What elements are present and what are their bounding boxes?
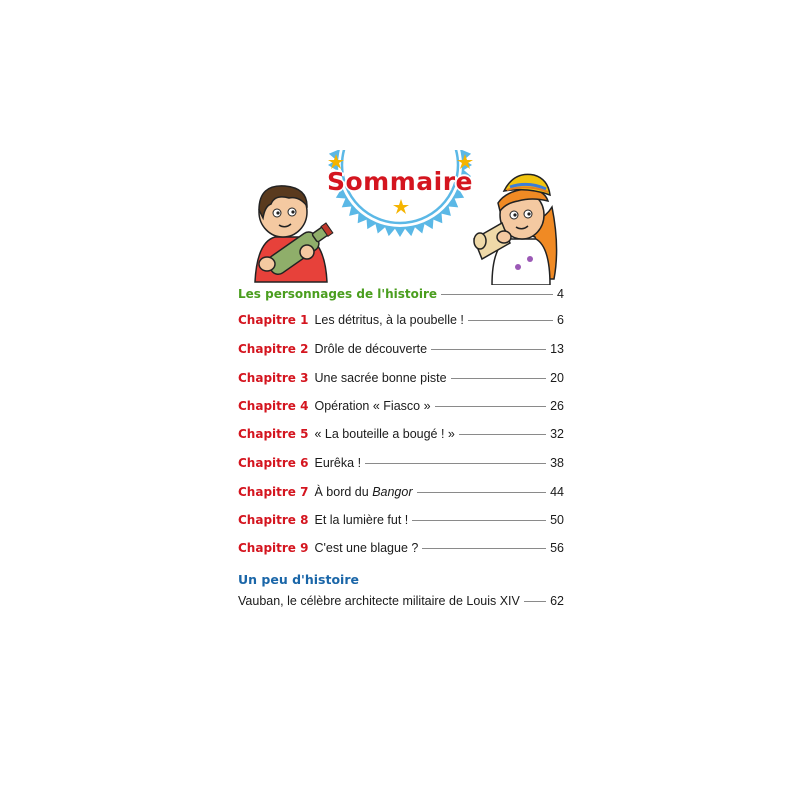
chapter-label: Chapitre 9 <box>238 541 309 555</box>
page-number: 56 <box>550 541 564 555</box>
chapter-title: Opération « Fiasco » <box>314 399 431 413</box>
chapter-label: Chapitre 4 <box>238 399 309 413</box>
dot-leader <box>441 294 553 295</box>
toc-row-history[interactable] <box>238 594 564 612</box>
page-number: 62 <box>550 594 564 608</box>
chapter-title: C'est une blague ? <box>314 541 419 555</box>
page-number: 13 <box>550 342 564 356</box>
page-title: Sommaire <box>326 167 473 196</box>
page-number: 6 <box>557 313 564 327</box>
chapter-title-italic: Bangor <box>372 485 413 499</box>
history-title: Vauban, le célèbre architecte militaire de Louis XIV <box>238 594 520 608</box>
page-number: 32 <box>550 427 564 441</box>
page-number: 50 <box>550 513 564 527</box>
dot-leader <box>422 548 546 549</box>
chapter-label: Chapitre 3 <box>238 371 309 385</box>
page-number: 38 <box>550 456 564 470</box>
chapter-title: Drôle de découverte <box>314 342 428 356</box>
chapter-title-text: À bord du <box>314 485 369 499</box>
toc-row-chapter-9[interactable] <box>238 541 564 559</box>
toc-row-chapter-6[interactable] <box>238 456 564 474</box>
chapter-label: Chapitre 2 <box>238 342 309 356</box>
toc-row-chapter-2[interactable] <box>238 342 564 360</box>
toc-row-chapter-1[interactable] <box>238 313 564 331</box>
dot-leader <box>365 463 546 464</box>
chapter-label: Chapitre 5 <box>238 427 309 441</box>
toc-intro-row[interactable] <box>238 287 564 305</box>
chapter-label: Chapitre 6 <box>238 456 309 470</box>
intro-label: Les personnages de l'histoire <box>238 287 438 301</box>
dot-leader <box>524 601 546 602</box>
toc-row-chapter-7[interactable] <box>238 485 564 503</box>
chapter-title: Eurêka ! <box>314 456 362 470</box>
dot-leader <box>412 520 546 521</box>
girl-illustration <box>470 167 560 285</box>
chapter-label: Chapitre 1 <box>238 313 309 327</box>
page-number: 26 <box>550 399 564 413</box>
dot-leader <box>431 349 546 350</box>
page-number: 20 <box>550 371 564 385</box>
dot-leader <box>435 406 547 407</box>
toc-row-chapter-5[interactable] <box>238 427 564 445</box>
boy-illustration <box>245 182 335 287</box>
dot-leader <box>417 492 547 493</box>
page-number: 44 <box>550 485 564 499</box>
chapter-label: Chapitre 8 <box>238 513 309 527</box>
dot-leader <box>451 378 547 379</box>
chapter-title <box>314 485 412 499</box>
toc-row-chapter-8[interactable] <box>238 513 564 531</box>
chapter-title: « La bouteille a bougé ! » <box>314 427 455 441</box>
chapter-title: Les détritus, à la poubelle ! <box>314 313 464 327</box>
chapter-label: Chapitre 7 <box>238 485 309 499</box>
toc-row-chapter-3[interactable] <box>238 371 564 389</box>
chapter-title: Et la lumière fut ! <box>314 513 409 527</box>
page-number: 4 <box>557 287 564 301</box>
chapter-title: Une sacrée bonne piste <box>314 371 447 385</box>
history-heading: Un peu d'histoire <box>238 572 359 587</box>
toc-row-chapter-4[interactable] <box>238 399 564 417</box>
dot-leader <box>468 320 553 321</box>
dot-leader <box>459 434 546 435</box>
